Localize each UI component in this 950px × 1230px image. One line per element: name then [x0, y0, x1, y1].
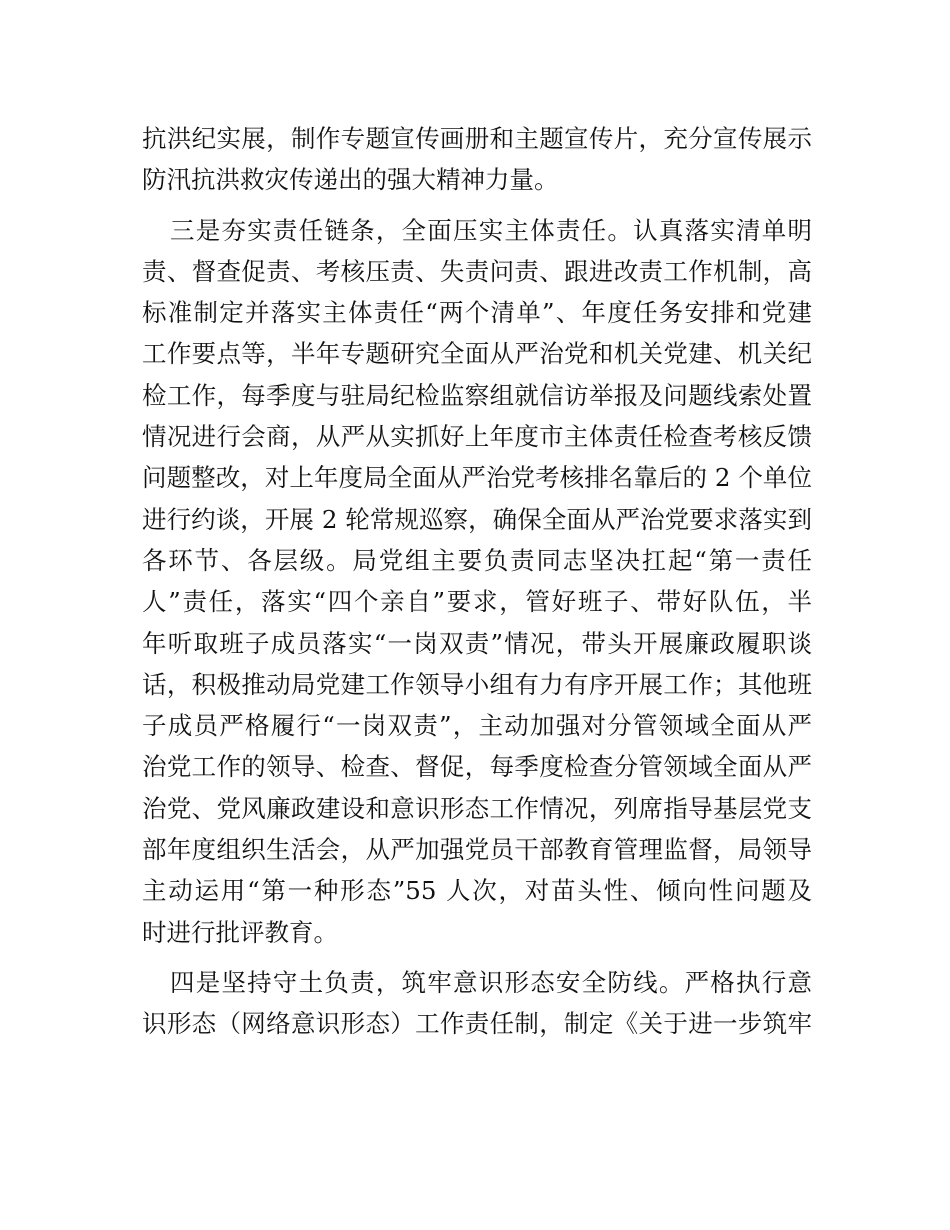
document-body [142, 118, 812, 1045]
text-line: 三是夯实责任链条，全面压实主体责任。认真落实清单明 [170, 215, 812, 245]
text-line: 四是坚持守土负责，筑牢意识形态安全防线。严格执行意 [170, 967, 812, 997]
text-line: 问题整改，对上年度局全面从严治党考核排名靠后的 2 个单位 [142, 463, 812, 493]
text-line: 部年度组织生活会，从严加强党员干部教育管理监督，局领导 [142, 835, 812, 865]
text-line: 责、督查促责、考核压责、失责问责、跟进改责工作机制，高 [142, 256, 812, 286]
text-line: 防汛抗洪救灾传递出的强大精神力量。 [142, 165, 559, 195]
text-line: 情况进行会商，从严从实抓好上年度市主体责任检查考核反馈 [142, 422, 812, 452]
text-line: 识形态（网络意识形态）工作责任制，制定《关于进一步筑牢 [142, 1009, 812, 1039]
text-line: 进行约谈，开展 2 轮常规巡察，确保全面从严治党要求落实到 [142, 504, 812, 534]
paragraph-3 [142, 962, 812, 1045]
text-line: 抗洪纪实展，制作专题宣传画册和主题宣传片，充分宣传展示 [142, 124, 812, 153]
text-line: 标准制定并落实主体责任“两个清单”、年度任务安排和党建 [142, 298, 812, 328]
text-line: 子成员严格履行“一岗双责”，主动加强对分管领域全面从严 [142, 711, 812, 741]
text-line: 主动运用“第一种形态”55 人次，对苗头性、倾向性问题及 [142, 876, 812, 906]
text-line: 检工作，每季度与驻局纪检监察组就信访举报及问题线索处置 [142, 380, 812, 410]
text-line: 话，积极推动局党建工作领导小组有力有序开展工作；其他班 [142, 669, 812, 699]
text-line: 各环节、各层级。局党组主要负责同志坚决扛起“第一责任 [142, 545, 812, 575]
text-line: 工作要点等，半年专题研究全面从严治党和机关党建、机关纪 [142, 339, 812, 369]
paragraph-2 [142, 210, 812, 953]
text-line: 时进行批评教育。 [142, 917, 338, 947]
paragraph-1 [142, 118, 812, 201]
text-line: 治党、党风廉政建设和意识形态工作情况，列席指导基层党支 [142, 793, 812, 823]
text-line: 治党工作的领导、检查、督促，每季度检查分管领域全面从严 [142, 752, 812, 782]
text-line: 年听取班子成员落实“一岗双责”情况，带头开展廉政履职谈 [142, 628, 812, 658]
text-line: 人”责任，落实“四个亲自”要求，管好班子、带好队伍，半 [142, 587, 812, 617]
